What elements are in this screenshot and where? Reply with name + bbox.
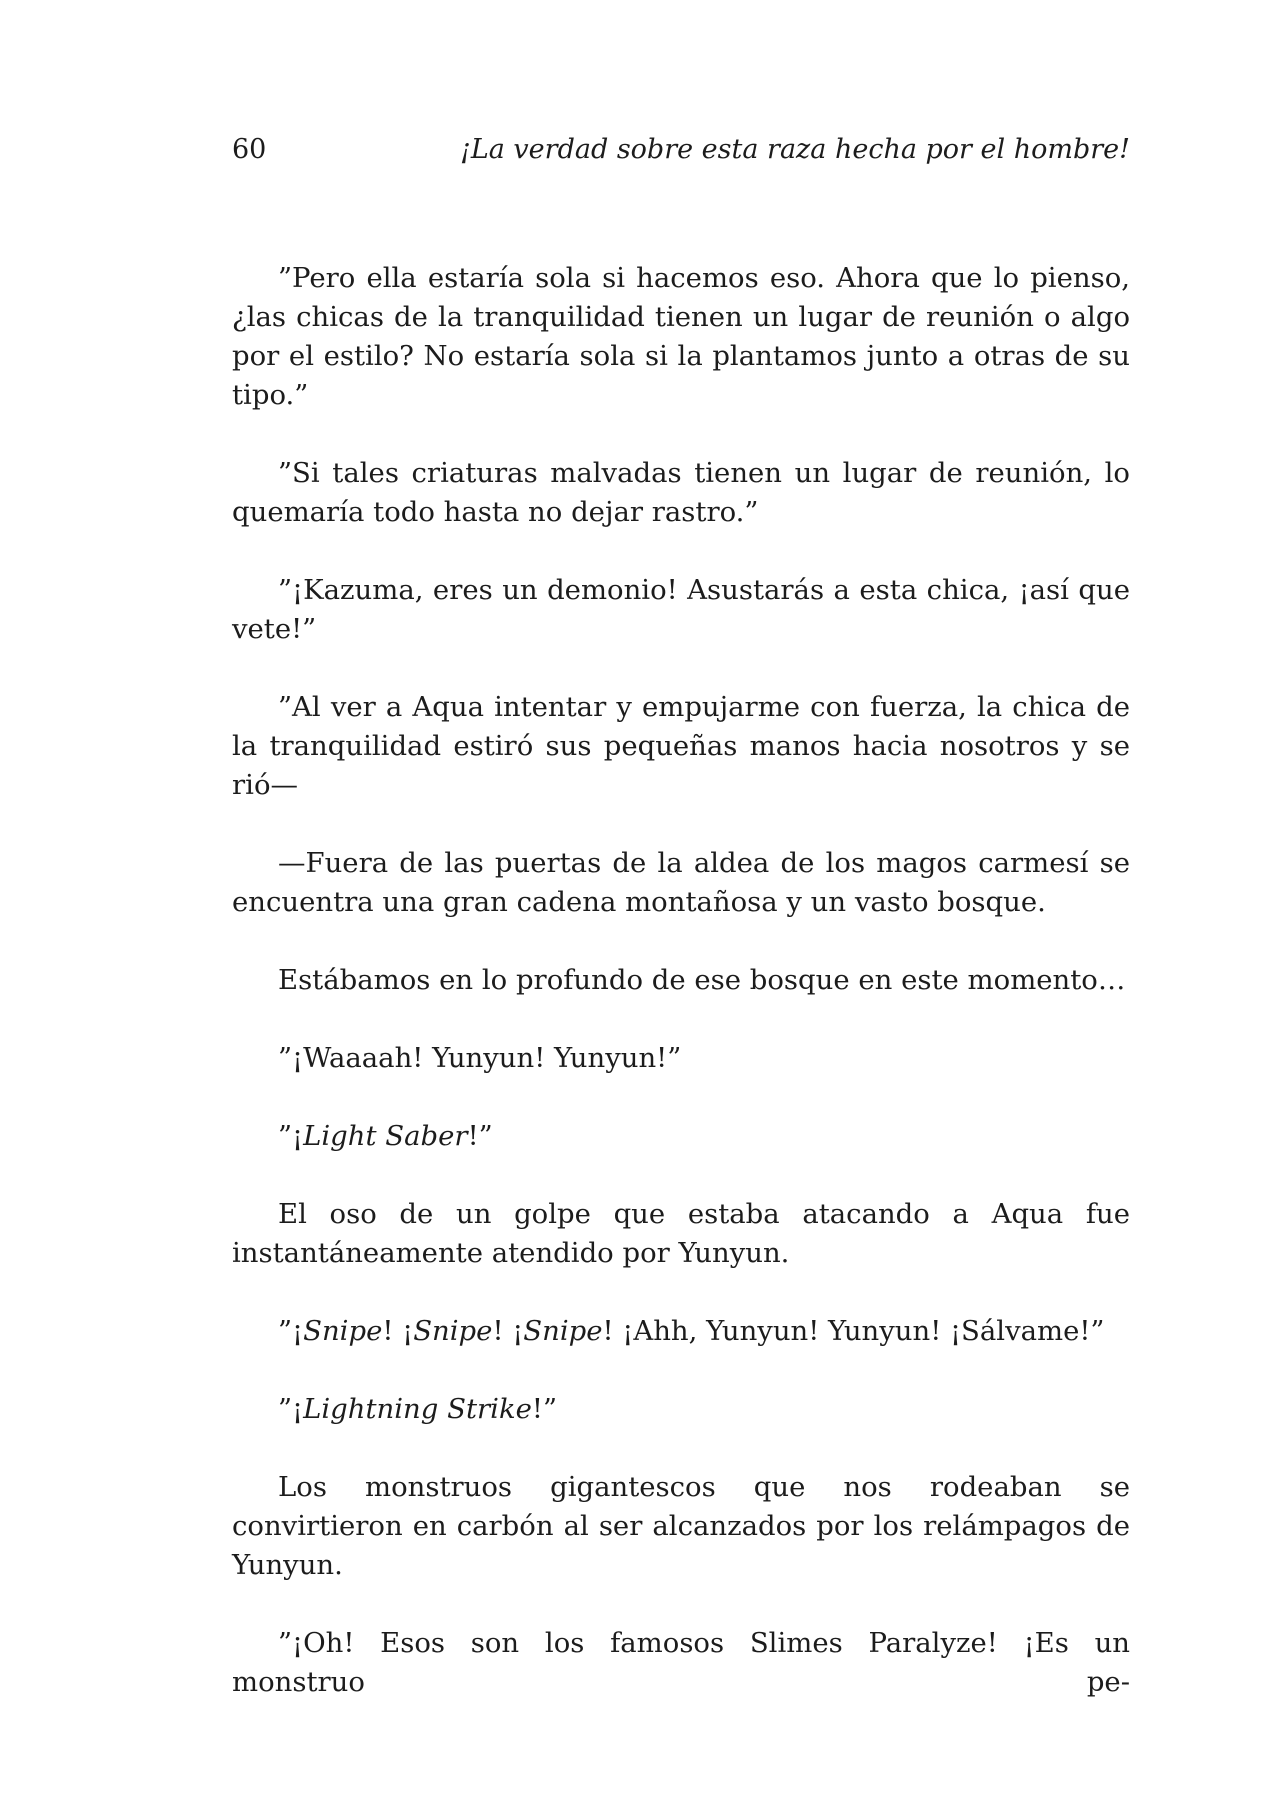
spell-name: Snipe bbox=[413, 1315, 493, 1347]
spell-name: Snipe bbox=[303, 1315, 383, 1347]
paragraph-12: Los monstruos gigantescos que nos rodeaban se convirtieron en carbón al ser alcanzados por los relámpagos de Yunyun. bbox=[232, 1471, 1130, 1581]
quote-open: ”¡ bbox=[278, 1315, 304, 1347]
paragraph-2: ”Si tales criaturas malvadas tienen un lugar de reunión, lo quemaría todo hasta no dejar rastro.” bbox=[232, 457, 1130, 528]
quote-close: !” bbox=[531, 1393, 558, 1425]
paragraph-6: Estábamos en lo profundo de ese bosque en este momento… bbox=[278, 964, 1126, 996]
spell-name: Light Saber bbox=[303, 1120, 468, 1152]
running-head bbox=[232, 128, 1130, 172]
separator: ! ¡ bbox=[492, 1315, 524, 1347]
paragraph-9: El oso de un golpe que estaba atacando a Aqua fue instantáneamente atendido por Yunyun. bbox=[232, 1198, 1130, 1269]
paragraph-1: ”Pero ella estaría sola si hacemos eso. Ahora que lo pienso, ¿las chicas de la tranquilidad tienen un lugar de reunión o algo por el estilo? No estaría sola si la plantamos junto a otras de su tipo.” bbox=[232, 262, 1130, 411]
paragraph-3: ”¡Kazuma, eres un demonio! Asustarás a esta chica, ¡así que vete!” bbox=[232, 574, 1130, 645]
paragraph-8 bbox=[232, 1117, 1130, 1156]
quote-close: !” bbox=[467, 1120, 493, 1152]
dialogue-rest: ! ¡Ahh, Yunyun! Yunyun! ¡Sálvame!” bbox=[602, 1315, 1105, 1347]
body-text bbox=[232, 259, 1130, 1741]
spell-name: Snipe bbox=[523, 1315, 603, 1347]
separator: ! ¡ bbox=[382, 1315, 414, 1347]
page-number: 60 bbox=[232, 134, 267, 165]
paragraph-5: —Fuera de las puertas de la aldea de los magos carmesí se encuentra una gran cadena montañosa y un vasto bosque. bbox=[232, 847, 1130, 918]
paragraph-11 bbox=[232, 1390, 1130, 1429]
paragraph-4: ”Al ver a Aqua intentar y empujarme con fuerza, la chica de la tranquilidad estiró sus pequeñas manos hacia nosotros y se rió— bbox=[232, 691, 1130, 801]
spell-name: Lightning Strike bbox=[303, 1393, 532, 1425]
quote-open: ”¡ bbox=[278, 1120, 304, 1152]
book-title: ¡La verdad sobre esta raza hecha por el hombre! bbox=[459, 134, 1130, 165]
paragraph-7: ”¡Waaaah! Yunyun! Yunyun!” bbox=[278, 1042, 682, 1074]
paragraph-10 bbox=[232, 1312, 1130, 1351]
paragraph-13: ”¡Oh! Esos son los famosos Slimes Paralyze! ¡Es un monstruo pe- bbox=[232, 1627, 1130, 1698]
quote-open: ”¡ bbox=[278, 1393, 304, 1425]
